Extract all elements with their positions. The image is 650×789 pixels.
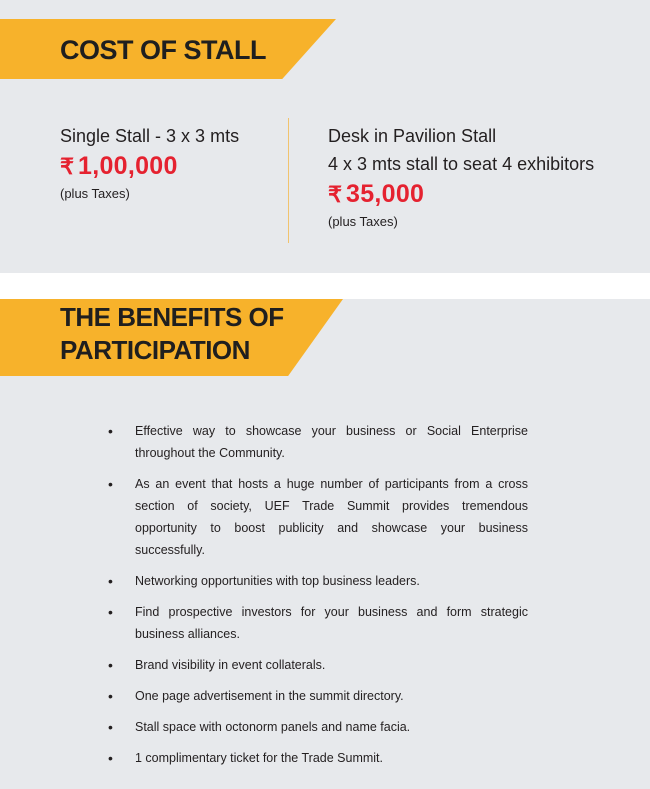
single-stall-price-value: 1,00,000 (78, 152, 178, 180)
single-stall-tax-note: (plus Taxes) (60, 186, 130, 201)
single-stall-price (60, 152, 239, 181)
bullet-icon: • (108, 750, 113, 766)
desk-stall-tax-note: (plus Taxes) (328, 214, 398, 229)
desk-stall-price-value: 35,000 (346, 180, 425, 208)
desk-stall-price (328, 180, 594, 209)
bullet-icon: • (108, 688, 113, 704)
benefit-item (108, 473, 528, 561)
benefit-text: Stall space with octonorm panels and name facia. (135, 720, 411, 734)
benefit-item (108, 654, 528, 676)
stall-divider (288, 118, 289, 243)
benefit-item (108, 685, 528, 707)
benefit-text: Brand visibility in event collaterals. (135, 658, 326, 672)
benefits-heading (60, 301, 284, 367)
bullet-icon: • (108, 604, 113, 620)
benefit-text: As an event that hosts a huge number of participants from a cross section of society, UEF Trade Summit provides tremendous opportunity to boost publicity and showcase your business successfully. (135, 477, 528, 557)
bullet-icon: • (108, 573, 113, 589)
benefit-item (108, 747, 528, 769)
benefit-item (108, 420, 528, 464)
single-stall-name: Single Stall - 3 x 3 mts (60, 126, 240, 146)
benefit-text: Effective way to showcase your business or Social Enterprise throughout the Community. (135, 424, 528, 460)
desk-stall-detail: 4 x 3 mts stall to seat 4 exhibitors (328, 154, 595, 174)
bullet-icon: • (108, 657, 113, 673)
rupee-icon: ₹ (328, 182, 342, 207)
benefit-item (108, 716, 528, 738)
bullet-icon: • (108, 719, 113, 735)
single-stall-offer (60, 122, 239, 203)
benefit-text: One page advertisement in the summit directory. (135, 689, 404, 703)
benefit-text: Find prospective investors for your business and form strategic business alliances. (135, 605, 528, 641)
desk-pavilion-stall-offer (328, 122, 594, 231)
desk-stall-name: Desk in Pavilion Stall (328, 126, 497, 146)
benefits-heading-line-2: PARTICIPATION (60, 335, 250, 365)
benefit-item (108, 601, 528, 645)
benefit-text: 1 complimentary ticket for the Trade Summit. (135, 751, 384, 765)
benefits-list (108, 420, 528, 778)
bullet-icon: • (108, 476, 113, 492)
bullet-icon: • (108, 423, 113, 439)
cost-of-stall-heading: COST OF STALL (60, 35, 266, 65)
rupee-icon: ₹ (60, 154, 74, 179)
benefit-item (108, 570, 528, 592)
benefits-heading-line-1: THE BENEFITS OF (60, 302, 284, 332)
benefit-text: Networking opportunities with top business leaders. (135, 574, 420, 588)
